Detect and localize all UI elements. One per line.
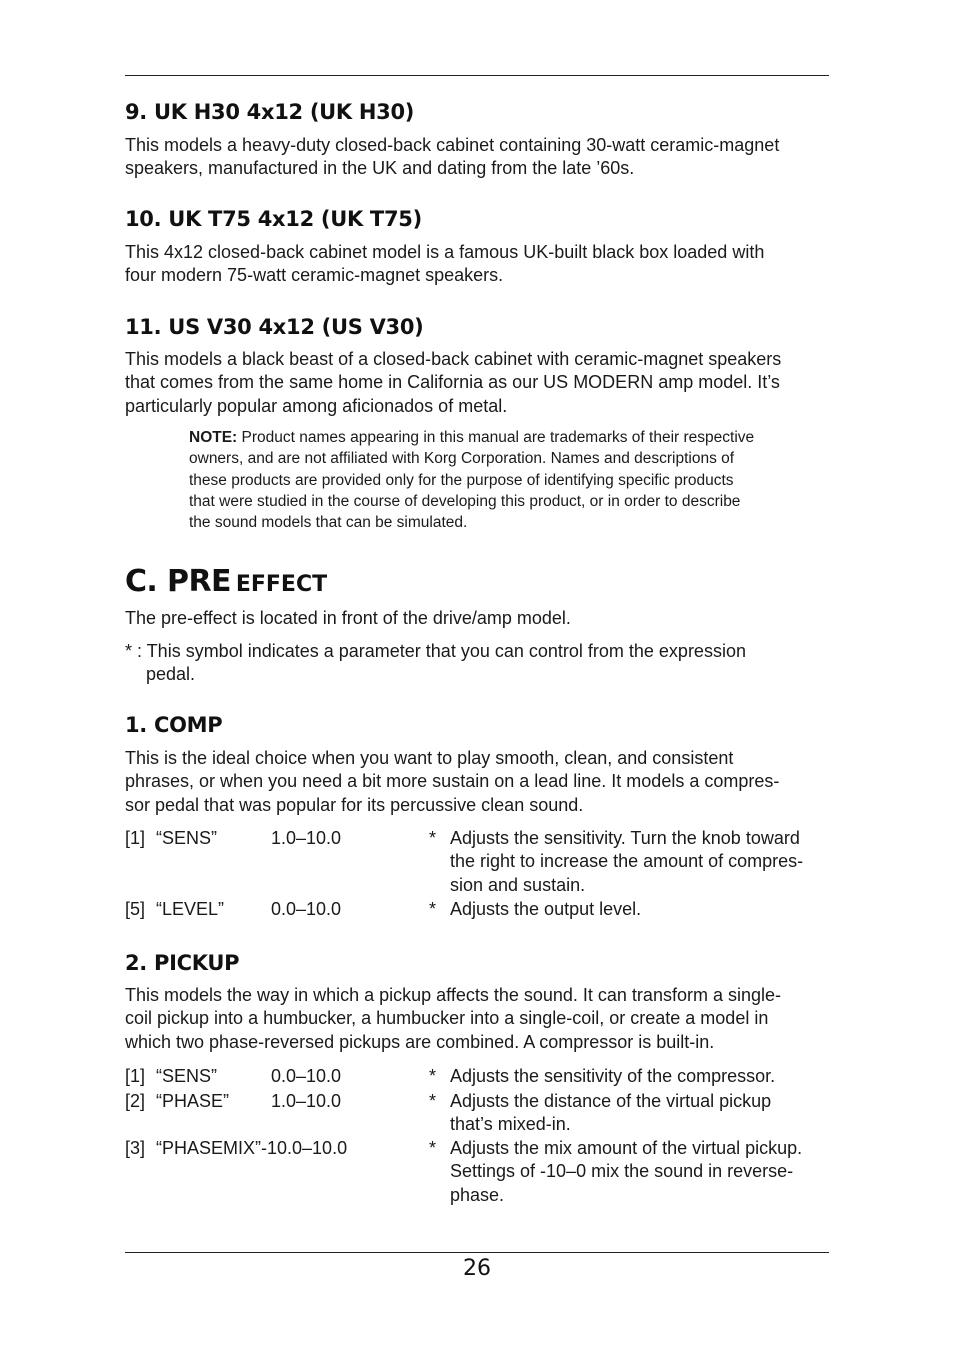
desc-line: that’s mixed-in. [450,1114,571,1135]
expression-pedal-marker: * [429,1138,437,1158]
symbol-line: pedal. [146,664,196,685]
param-number: [1] [125,1066,146,1086]
desc-line: the right to increase the amount of compres- [450,851,804,872]
text-line: This models a black beast of a closed-back cabinet with ceramic-magnet speakers [125,349,782,369]
param-description [450,1090,830,1137]
section-heading-us-v30: 11. US V30 4x12 (US V30) [125,315,424,339]
desc-line: Adjusts the distance of the virtual pickup [450,1091,772,1111]
chapter-title-small: EFFECT [235,572,328,597]
expression-pedal-marker: * [429,828,437,848]
note-line: the sound models that can be simulated. [189,514,468,532]
text-line: which two phase-reversed pickups are combined. A compressor is built-in. [125,1031,715,1052]
effect-heading-pickup: 2. PICKUP [125,951,240,975]
note-line: owners, and are not affiliated with Korg Corporation. Names and descriptions of [189,450,735,468]
note-line: these products are provided only for the purpose of identifying specific products [189,471,734,489]
chapter-title [125,564,829,599]
text-line: that comes from the same home in California as our US MODERN amp model. It’s [125,372,780,393]
effect-body-pickup [125,984,829,1054]
param-description [450,898,830,921]
param-description [450,1137,830,1207]
param-number: [5] [125,899,146,919]
param-range: 1.0–10.0 [271,828,342,848]
note-text: Product names appearing in this manual are trademarks of their respective [237,429,755,446]
text-line: speakers, manufactured in the UK and dating from the late ’60s. [125,158,635,179]
text-line: phrases, or when you need a bit more sustain on a lead line. It models a compres- [125,771,780,792]
expression-pedal-marker: * [429,899,437,919]
text-line: This is the ideal choice when you want to play smooth, clean, and consistent [125,748,734,768]
section-body-uk-h30 [125,134,829,181]
param-range: 0.0–10.0 [271,899,342,919]
text-line: This models the way in which a pickup affects the sound. It can transform a single- [125,985,781,1005]
bottom-rule [125,1252,829,1253]
text-line: This 4x12 closed-back cabinet model is a famous UK-built black box loaded with [125,242,765,262]
symbol-line: * : This symbol indicates a parameter that you can control from the expression [125,641,746,661]
text-line: coil pickup into a humbucker, a humbucker into a single-coil, or create a model in [125,1008,769,1029]
param-name: “SENS” [156,1066,218,1086]
effect-body-comp [125,747,829,817]
expression-pedal-marker: * [429,1091,437,1111]
note-line: that were studied in the course of developing this product, or in order to describe [189,492,741,510]
effect-heading-comp: 1. COMP [125,713,223,737]
note-line [189,427,829,448]
desc-line: Adjusts the output level. [450,899,642,919]
param-number: [3] [125,1138,146,1158]
page-number: 26 [463,1256,491,1281]
desc-line: Adjusts the sensitivity of the compressor. [450,1066,776,1086]
desc-line: phase. [450,1184,505,1205]
section-body-uk-t75 [125,241,829,288]
symbol-explanation [125,640,829,687]
param-range: 1.0–10.0 [271,1091,342,1111]
section-body-us-v30 [125,348,829,418]
param-name: “PHASE” [156,1091,230,1111]
text-line: particularly popular among aficionados of metal. [125,395,508,416]
desc-line: Adjusts the sensitivity. Turn the knob toward [450,828,800,848]
section-heading-uk-h30: 9. UK H30 4x12 (UK H30) [125,100,415,124]
param-name: “SENS” [156,828,218,848]
trademark-note [189,427,829,533]
chapter-title-main: C. PRE [125,564,231,599]
chapter-intro: The pre-effect is located in front of the drive/amp model. [125,608,571,628]
text-line: This models a heavy-duty closed-back cabinet containing 30-watt ceramic-magnet [125,135,780,155]
text-line: sor pedal that was popular for its percussive clean sound. [125,794,584,815]
expression-pedal-marker: * [429,1066,437,1086]
desc-line: Settings of -10–0 mix the sound in reverse- [450,1161,794,1182]
param-description [450,1065,830,1088]
param-range: 0.0–10.0 [271,1066,342,1086]
param-name: “PHASEMIX”-10.0–10.0 [156,1138,348,1158]
desc-line: Adjusts the mix amount of the virtual pickup. [450,1138,803,1158]
param-name: “LEVEL” [156,899,225,919]
note-label: NOTE: [189,429,238,446]
desc-line: sion and sustain. [450,874,586,895]
text-line: four modern 75-watt ceramic-magnet speakers. [125,265,504,286]
param-description [450,827,830,897]
top-rule [125,75,829,76]
param-number: [1] [125,828,146,848]
param-number: [2] [125,1091,146,1111]
section-heading-uk-t75: 10. UK T75 4x12 (UK T75) [125,207,422,231]
